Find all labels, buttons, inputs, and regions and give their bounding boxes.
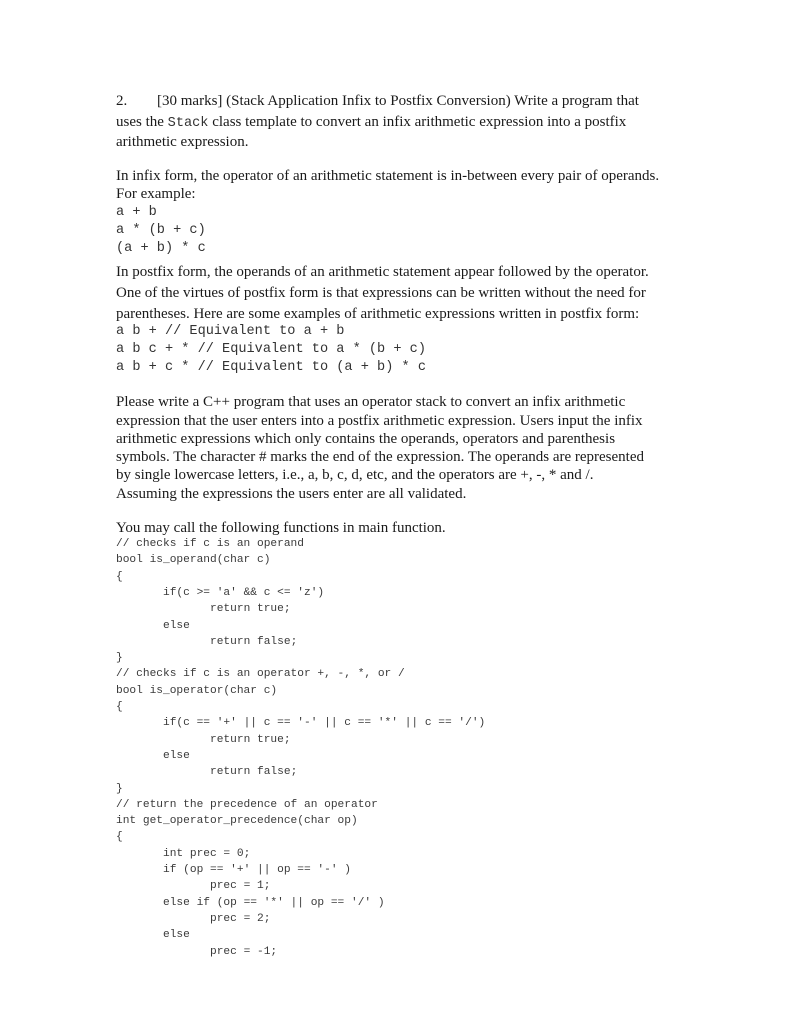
code-line: if(c == '+' || c == '-' || c == '*' || c == '/') (163, 717, 486, 730)
code-line: { (116, 570, 123, 583)
code-line: } (116, 782, 123, 795)
postfix-description-line: One of the virtues of postfix form is that expressions can be written without the need for (116, 285, 646, 301)
code-line: int get_operator_precedence(char op) (116, 815, 358, 828)
code-line: bool is_operator(char c) (116, 684, 278, 697)
code-line: else (163, 749, 190, 762)
postfix-example: a b + c * // Equivalent to (a + b) * c (116, 360, 426, 375)
code-line: // checks if c is an operand (116, 538, 304, 550)
infix-example: a + b (116, 205, 157, 220)
code-line: if(c >= 'a' && c <= 'z') (163, 586, 325, 599)
postfix-description-line: parentheses. Here are some examples of arithmetic expressions written in postfix form: (116, 306, 640, 322)
code-line: // checks if c is an operator +, -, *, or / (116, 668, 405, 681)
infix-description: In infix form, the operator of an arithmetic statement is in-between every pair of operands. (116, 168, 660, 184)
stack-class-name: Stack (167, 116, 209, 131)
code-line: prec = 2; (210, 912, 271, 925)
code-line: // return the precedence of an operator (116, 798, 378, 811)
task-line: symbols. The character # marks the end of the expression. The operands are represented (116, 449, 645, 465)
code-line: prec = -1; (210, 945, 278, 958)
code-line: prec = 1; (210, 880, 271, 893)
task-line: arithmetic expressions which only contains the operands, operators and parenthesis (116, 431, 616, 447)
code-line: return true; (210, 733, 291, 746)
task-line: Assuming the expressions the users enter are all validated. (116, 486, 467, 502)
code-line: return true; (210, 603, 291, 616)
code-line: { (116, 701, 123, 713)
code-line: if (op == '+' || op == '-' ) (163, 864, 351, 876)
task-line: expression that the user enters into a postfix arithmetic expression. Users input the infix (116, 413, 643, 429)
postfix-description-line: In postfix form, the operands of an arithmetic statement appear followed by the operator. (116, 264, 649, 280)
postfix-example: a b + // Equivalent to a + b (116, 324, 345, 339)
code-line: return false; (210, 635, 298, 648)
code-line: { (116, 831, 123, 844)
code-line: bool is_operand(char c) (116, 554, 271, 567)
code-line: int prec = 0; (163, 847, 251, 860)
code-line: } (116, 652, 123, 665)
infix-example: a * (b + c) (116, 223, 206, 238)
code-line: else (163, 929, 190, 942)
question-line-2-pre: uses the (116, 114, 164, 130)
code-line: else (163, 619, 190, 632)
question-line-2 (116, 114, 626, 131)
question-title-line: [30 marks] (Stack Application Infix to Postfix Conversion) Write a program that (157, 93, 639, 109)
question-line-3: arithmetic expression. (116, 134, 249, 150)
functions-intro: You may call the following functions in main function. (116, 520, 446, 536)
question-number: 2. (116, 93, 128, 109)
postfix-example: a b c + * // Equivalent to a * (b + c) (116, 342, 426, 357)
infix-for-example: For example: (116, 186, 196, 202)
question-line-2-post: class template to convert an infix arithmetic expression into a postfix (212, 114, 627, 130)
code-line: else if (op == '*' || op == '/' ) (163, 896, 385, 909)
code-line: return false; (210, 766, 298, 779)
task-line: Please write a C++ program that uses an operator stack to convert an infix arithmetic (116, 394, 626, 410)
infix-example: (a + b) * c (116, 241, 206, 256)
task-line: by single lowercase letters, i.e., a, b, c, d, etc, and the operators are +, -, * and /. (116, 467, 594, 483)
